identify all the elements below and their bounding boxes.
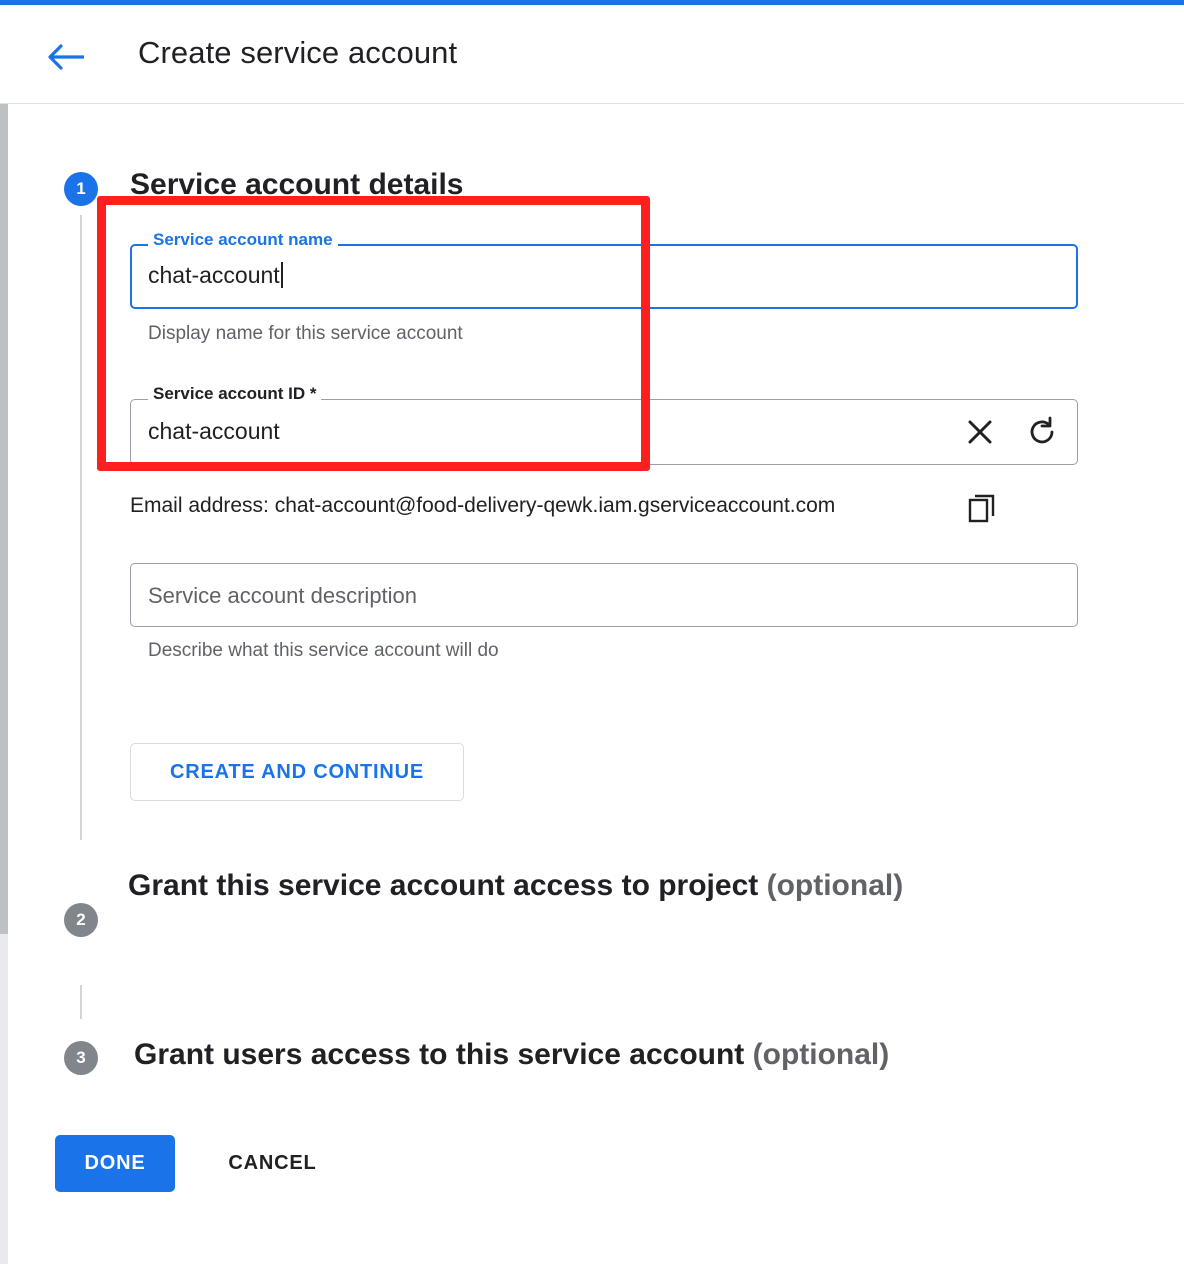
close-icon[interactable] [962,414,998,450]
section-2-optional-text: (optional) [766,869,904,902]
page-scrollbar-thumb[interactable] [0,104,8,934]
service-account-description-helper: Describe what this service account will do [148,640,499,661]
back-arrow-icon[interactable] [44,37,90,77]
page-title: Create service account [138,35,458,70]
step-indicator-3: 3 [64,1041,98,1075]
service-account-name-value [148,262,283,289]
service-account-id-value: chat-account [148,418,280,444]
service-account-email: Email address: chat-account@food-delivery-qewk.iam.gserviceaccount.com [130,494,836,517]
copy-icon[interactable] [966,492,998,524]
cancel-button[interactable]: CANCEL [200,1135,345,1192]
section-title-service-account-details: Service account details [130,168,464,201]
step-connector-2 [80,985,82,1019]
section-3-title-text: Grant users access to this service account [134,1038,753,1071]
section-3-optional-text: (optional) [752,1038,890,1071]
create-and-continue-button[interactable]: CREATE AND CONTINUE [130,743,464,801]
step-connector-1 [80,215,82,840]
service-account-name-helper: Display name for this service account [148,323,463,344]
section-title-grant-users-access[interactable] [134,1038,889,1072]
step-indicator-1: 1 [64,172,98,206]
page-header [0,5,1184,104]
page-scrollbar-track[interactable] [0,104,8,1264]
done-button[interactable]: DONE [55,1135,175,1192]
service-account-id-label: Service account ID * [148,384,321,404]
step-indicator-2: 2 [64,903,98,937]
section-title-grant-project-access[interactable] [128,868,1028,904]
section-2-title-text: Grant this service account access to project [128,869,767,902]
service-account-name-text: chat-account [148,262,280,288]
service-account-description-placeholder: Service account description [148,583,418,608]
service-account-name-label: Service account name [148,230,338,250]
refresh-icon[interactable] [1024,414,1060,450]
text-caret [281,262,283,288]
